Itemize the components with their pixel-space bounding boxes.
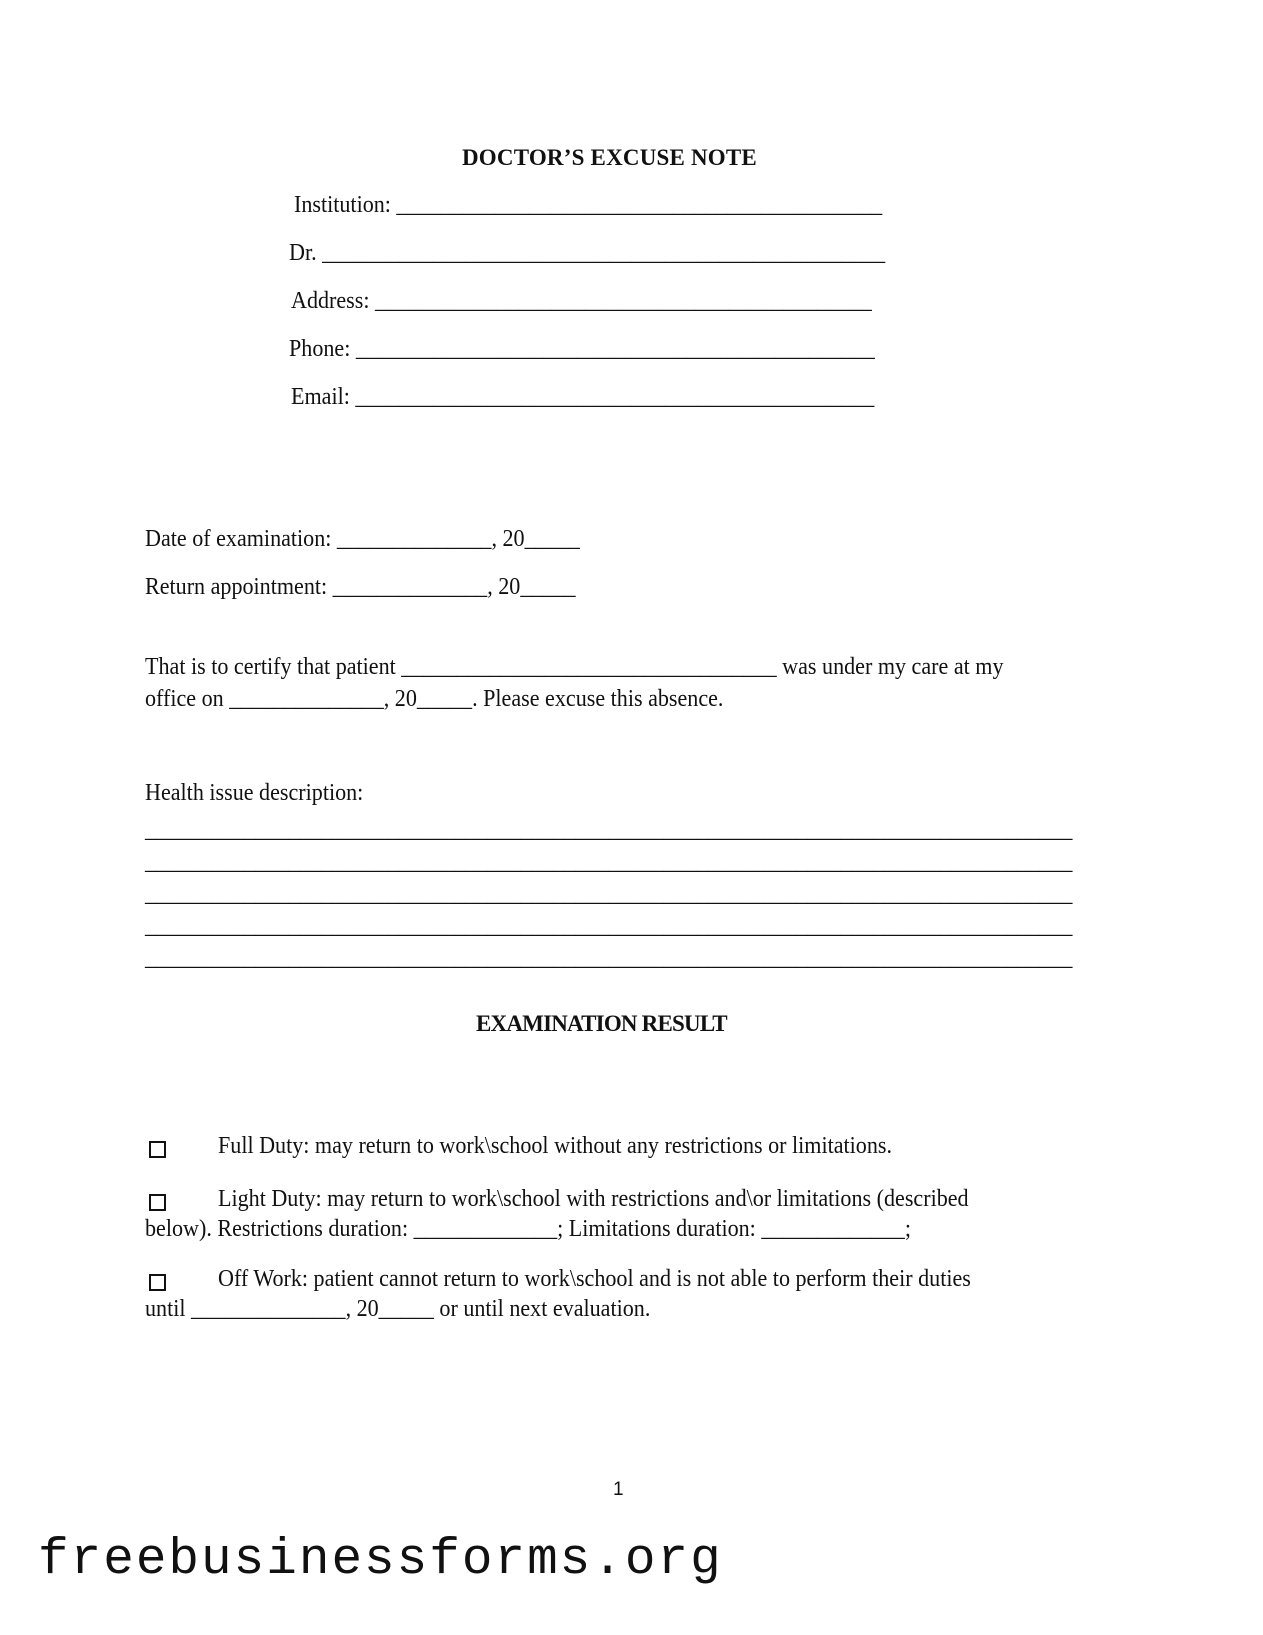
off-work-label: Off Work: patient cannot return to work\school and is not able to perform their duties xyxy=(218,1266,971,1292)
address-field[interactable]: Address: _____________________________________________ xyxy=(291,288,872,314)
health-issue-line[interactable]: ____________________________________________________________________________________ xyxy=(145,913,1073,939)
certify-line-1: That is to certify that patient __________________________________ was under my care at my xyxy=(145,654,1004,680)
page-number: 1 xyxy=(613,1479,624,1500)
certify-line-2: office on ______________, 20_____. Please excuse this absence. xyxy=(145,686,724,712)
light-duty-durations[interactable]: below). Restrictions duration: _____________; Limitations duration: _____________; xyxy=(145,1216,911,1242)
document-title: DOCTOR’S EXCUSE NOTE xyxy=(462,145,757,170)
health-issue-line[interactable]: ____________________________________________________________________________________ xyxy=(145,945,1073,971)
light-duty-label: Light Duty: may return to work\school with restrictions and\or limitations (described xyxy=(218,1186,969,1212)
health-issue-line[interactable]: ____________________________________________________________________________________ xyxy=(145,817,1073,843)
full-duty-checkbox[interactable] xyxy=(149,1141,166,1158)
off-work-checkbox[interactable] xyxy=(149,1274,166,1291)
health-issue-line[interactable]: ____________________________________________________________________________________ xyxy=(145,881,1073,907)
off-work-until[interactable]: until ______________, 20_____ or until next evaluation. xyxy=(145,1296,651,1322)
examination-result-title: EXAMINATION RESULT xyxy=(476,1011,727,1036)
date-of-examination-field[interactable]: Date of examination: ______________, 20_____ xyxy=(145,526,580,552)
light-duty-checkbox[interactable] xyxy=(149,1194,166,1211)
email-field[interactable]: Email: _______________________________________________ xyxy=(291,384,875,410)
health-issue-line[interactable]: ____________________________________________________________________________________ xyxy=(145,849,1073,875)
return-appointment-field[interactable]: Return appointment: ______________, 20_____ xyxy=(145,574,576,600)
institution-field[interactable]: Institution: ____________________________________________ xyxy=(294,192,883,218)
doctor-field[interactable]: Dr. ___________________________________________________ xyxy=(289,240,886,266)
full-duty-label: Full Duty: may return to work\school without any restrictions or limitations. xyxy=(218,1133,892,1159)
phone-field[interactable]: Phone: _______________________________________________ xyxy=(289,336,875,362)
health-issue-label: Health issue description: xyxy=(145,780,364,806)
watermark-text: freebusinessforms.org xyxy=(38,1532,723,1589)
